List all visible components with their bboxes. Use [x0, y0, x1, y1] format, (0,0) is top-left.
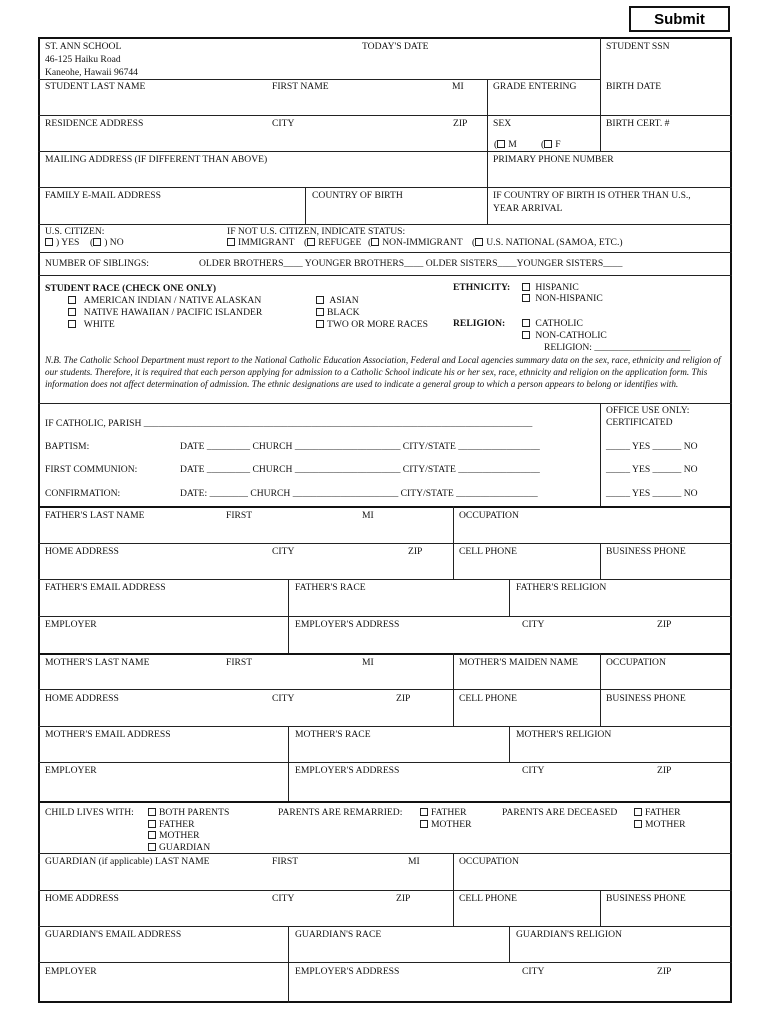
divider	[38, 252, 732, 253]
checkbox-icon[interactable]	[68, 296, 76, 304]
divider	[453, 653, 454, 726]
student-first-name-label: FIRST NAME	[272, 81, 329, 92]
father-religion-label: FATHER'S RELIGION	[516, 582, 607, 593]
checkbox-icon[interactable]	[45, 238, 53, 246]
deceased-label: PARENTS ARE DECEASED	[502, 807, 618, 818]
mother-employer-zip-label: ZIP	[657, 765, 672, 776]
school-address-line2: Kaneohe, Hawaii 96744	[45, 67, 138, 78]
checkbox-icon[interactable]	[420, 820, 428, 828]
non-immigrant-option[interactable]: ( NON-IMMIGRANT	[368, 237, 463, 248]
birth-cert-label: BIRTH CERT. #	[606, 118, 670, 129]
lives-guardian[interactable]: GUARDIAN	[148, 842, 210, 853]
mother-zip-label: ZIP	[396, 693, 411, 704]
mother-email-label: MOTHER'S EMAIL ADDRESS	[45, 729, 171, 740]
sex-female-option[interactable]: ( F	[541, 139, 561, 150]
divider	[38, 890, 732, 891]
guardian-employer-label: EMPLOYER	[45, 966, 97, 977]
divider	[600, 653, 601, 726]
parish-field[interactable]: IF CATHOLIC, PARISH _________________________________________________________________________________	[45, 418, 533, 429]
divider	[38, 187, 732, 188]
race-native-hawaiian[interactable]: NATIVE HAWAIIAN / PACIFIC ISLANDER	[68, 307, 262, 318]
checkbox-icon[interactable]	[148, 843, 156, 851]
divider	[487, 187, 488, 224]
guardian-home-address-label: HOME ADDRESS	[45, 893, 119, 904]
checkbox-icon[interactable]	[522, 283, 530, 291]
religion-label: RELIGION:	[453, 318, 506, 329]
guardian-city-label: CITY	[272, 893, 295, 904]
race-two-or-more[interactable]: TWO OR MORE RACES	[316, 319, 428, 330]
year-arrival-label: YEAR ARRIVAL	[493, 203, 563, 214]
divider	[38, 115, 732, 116]
divider	[38, 616, 732, 617]
guardian-occupation-label: OCCUPATION	[459, 856, 519, 867]
checkbox-icon[interactable]	[544, 140, 552, 148]
grade-entering-label: GRADE ENTERING	[493, 81, 577, 92]
mother-home-address-label: HOME ADDRESS	[45, 693, 119, 704]
race-asian[interactable]: ASIAN	[316, 295, 359, 306]
siblings-label: NUMBER OF SIBLINGS:	[45, 258, 149, 269]
guardian-last-name-label: GUARDIAN (if applicable) LAST NAME	[45, 856, 210, 867]
immigrant-option[interactable]: IMMIGRANT	[227, 237, 295, 248]
child-lives-with-label: CHILD LIVES WITH:	[45, 807, 134, 818]
guardian-race-label: GUARDIAN'S RACE	[295, 929, 382, 940]
father-cell-label: CELL PHONE	[459, 546, 518, 557]
divider	[509, 579, 510, 616]
checkbox-icon[interactable]	[634, 820, 642, 828]
mother-last-name-label: MOTHER'S LAST NAME	[45, 657, 150, 668]
student-last-name-label: STUDENT LAST NAME	[45, 81, 146, 92]
deceased-father[interactable]: FATHER	[634, 807, 681, 818]
checkbox-icon[interactable]	[522, 331, 530, 339]
father-email-label: FATHER'S EMAIL ADDRESS	[45, 582, 166, 593]
student-mi-label: MI	[452, 81, 464, 92]
checkbox-icon[interactable]	[420, 808, 428, 816]
father-employer-address-label: EMPLOYER'S ADDRESS	[295, 619, 400, 630]
first-communion-label: FIRST COMMUNION:	[45, 464, 138, 475]
lives-both-parents[interactable]: BOTH PARENTS	[148, 807, 229, 818]
if-country-label: IF COUNTRY OF BIRTH IS OTHER THAN U.S.,	[493, 190, 691, 201]
guardian-email-label: GUARDIAN'S EMAIL ADDRESS	[45, 929, 182, 940]
divider	[453, 506, 454, 579]
race-white[interactable]: WHITE	[68, 319, 115, 330]
school-name: ST. ANN SCHOOL	[45, 41, 122, 52]
checkbox-icon[interactable]	[148, 820, 156, 828]
religion-catholic[interactable]: CATHOLIC	[522, 318, 583, 329]
divider	[38, 151, 732, 152]
checkbox-icon[interactable]	[475, 238, 483, 246]
father-zip-label: ZIP	[408, 546, 423, 557]
guardian-mi-label: MI	[408, 856, 420, 867]
citizen-yes-option[interactable]: ) YES	[45, 237, 79, 248]
religion-non-catholic[interactable]: NON-CATHOLIC	[522, 330, 607, 341]
father-last-name-label: FATHER'S LAST NAME	[45, 510, 145, 521]
checkbox-icon[interactable]	[316, 308, 324, 316]
mother-religion-label: MOTHER'S RELIGION	[516, 729, 612, 740]
father-business-phone-label: BUSINESS PHONE	[606, 546, 686, 557]
race-heading: STUDENT RACE (CHECK ONE ONLY)	[45, 283, 217, 294]
lives-mother[interactable]: MOTHER	[148, 830, 200, 841]
remarried-father[interactable]: FATHER	[420, 807, 467, 818]
baptism-yes-no[interactable]: _____ YES ______ NO	[606, 441, 698, 452]
confirmation-yes-no[interactable]: _____ YES ______ NO	[606, 488, 698, 499]
divider	[600, 37, 601, 115]
divider	[288, 726, 289, 801]
first-communion-yes-no[interactable]: _____ YES ______ NO	[606, 464, 698, 475]
siblings-detail: OLDER BROTHERS____ YOUNGER BROTHERS____ OLDER SISTERS____YOUNGER SISTERS____	[199, 258, 623, 269]
divider	[38, 962, 732, 963]
mother-first-label: FIRST	[226, 657, 253, 668]
sex-label: SEX	[493, 118, 512, 129]
checkbox-icon[interactable]	[93, 238, 101, 246]
guardian-employer-zip-label: ZIP	[657, 966, 672, 977]
divider	[600, 543, 601, 579]
divider	[38, 579, 732, 580]
mother-employer-label: EMPLOYER	[45, 765, 97, 776]
checkbox-icon[interactable]	[148, 808, 156, 816]
father-race-label: FATHER'S RACE	[295, 582, 366, 593]
father-employer-zip-label: ZIP	[657, 619, 672, 630]
divider	[600, 403, 601, 506]
divider	[38, 403, 732, 404]
checkbox-icon[interactable]	[68, 308, 76, 316]
divider	[509, 926, 510, 962]
birth-date-label: BIRTH DATE	[606, 81, 662, 92]
student-ssn-label: STUDENT SSN	[606, 41, 670, 52]
divider	[38, 653, 732, 655]
divider	[38, 726, 732, 727]
confirmation-details[interactable]: DATE: ________ CHURCH ______________________ CITY/STATE _________________	[180, 488, 538, 499]
baptism-details[interactable]: DATE _________ CHURCH ______________________ CITY/STATE _________________	[180, 441, 540, 452]
lives-father[interactable]: FATHER	[148, 819, 195, 830]
divider	[487, 79, 488, 187]
checkbox-icon[interactable]	[522, 319, 530, 327]
divider	[600, 890, 601, 926]
father-mi-label: MI	[362, 510, 374, 521]
divider	[305, 187, 306, 224]
confirmation-label: CONFIRMATION:	[45, 488, 121, 499]
father-occupation-label: OCCUPATION	[459, 510, 519, 521]
office-use-label: OFFICE USE ONLY:	[606, 405, 690, 416]
certificated-label: CERTIFICATED	[606, 417, 673, 428]
race-black[interactable]: BLACK	[316, 307, 360, 318]
mother-employer-city-label: CITY	[522, 765, 545, 776]
divider	[38, 689, 732, 690]
divider	[38, 275, 732, 276]
mother-business-phone-label: BUSINESS PHONE	[606, 693, 686, 704]
baptism-label: BAPTISM:	[45, 441, 90, 452]
mother-employer-address-label: EMPLOYER'S ADDRESS	[295, 765, 400, 776]
checkbox-icon[interactable]	[227, 238, 235, 246]
father-employer-city-label: CITY	[522, 619, 545, 630]
sex-male-option[interactable]: ( M	[494, 139, 517, 150]
checkbox-icon[interactable]	[148, 831, 156, 839]
guardian-cell-label: CELL PHONE	[459, 893, 518, 904]
father-city-label: CITY	[272, 546, 295, 557]
us-national-option[interactable]: ( U.S. NATIONAL (SAMOA, ETC.)	[472, 237, 623, 248]
mother-occupation-label: OCCUPATION	[606, 657, 666, 668]
divider	[600, 115, 601, 151]
divider	[288, 926, 289, 1003]
father-employer-label: EMPLOYER	[45, 619, 97, 630]
residence-city-label: CITY	[272, 118, 295, 129]
mother-race-label: MOTHER'S RACE	[295, 729, 371, 740]
guardian-business-phone-label: BUSINESS PHONE	[606, 893, 686, 904]
divider	[38, 762, 732, 763]
submit-button[interactable]: Submit	[629, 6, 730, 32]
todays-date-label: TODAY'S DATE	[362, 41, 429, 52]
refugee-option[interactable]: ( REFUGEE	[304, 237, 362, 248]
remarried-label: PARENTS ARE REMARRIED:	[278, 807, 403, 818]
data-notice: N.B. The Catholic School Department must report to the National Catholic Education Association, Federal and Local agencies summary data on the sex, race, ethnicity and religion of our students. Therefore, it is required that each person applying for admission to a Catholic School indicate his or her sex, race, ethnicity and religion on the application form. This information does not affect determination of admission. The ethnic designations are used to indicate a general group to which a person appears to belong or identifies with.	[45, 355, 721, 389]
mailing-address-label: MAILING ADDRESS (IF DIFFERENT THAN ABOVE)	[45, 154, 268, 165]
citizen-no-option[interactable]: ( ) NO	[90, 237, 124, 248]
divider	[38, 506, 732, 508]
race-american-indian[interactable]: AMERICAN INDIAN / NATIVE ALASKAN	[68, 295, 261, 306]
mother-city-label: CITY	[272, 693, 295, 704]
guardian-first-label: FIRST	[272, 856, 299, 867]
country-of-birth-label: COUNTRY OF BIRTH	[312, 190, 403, 201]
guardian-religion-label: GUARDIAN'S RELIGION	[516, 929, 622, 940]
guardian-employer-city-label: CITY	[522, 966, 545, 977]
guardian-employer-address-label: EMPLOYER'S ADDRESS	[295, 966, 400, 977]
mother-cell-label: CELL PHONE	[459, 693, 518, 704]
divider	[38, 543, 732, 544]
checkbox-icon[interactable]	[522, 294, 530, 302]
checkbox-icon[interactable]	[307, 238, 315, 246]
residence-address-label: RESIDENCE ADDRESS	[45, 118, 144, 129]
deceased-mother[interactable]: MOTHER	[634, 819, 686, 830]
checkbox-icon[interactable]	[316, 296, 324, 304]
citizen-status-label: IF NOT U.S. CITIZEN, INDICATE STATUS:	[227, 226, 406, 237]
divider	[38, 79, 601, 80]
divider	[38, 224, 732, 225]
checkbox-icon[interactable]	[497, 140, 505, 148]
checkbox-icon[interactable]	[68, 320, 76, 328]
divider	[509, 726, 510, 762]
divider	[453, 853, 454, 926]
mother-mi-label: MI	[362, 657, 374, 668]
divider	[38, 853, 732, 854]
residence-zip-label: ZIP	[453, 118, 468, 129]
father-home-address-label: HOME ADDRESS	[45, 546, 119, 557]
first-communion-details[interactable]: DATE _________ CHURCH ______________________ CITY/STATE _________________	[180, 464, 540, 475]
ethnicity-label: ETHNICITY:	[453, 282, 511, 293]
school-address-line1: 46-125 Haiku Road	[45, 54, 121, 65]
father-first-label: FIRST	[226, 510, 253, 521]
primary-phone-label: PRIMARY PHONE NUMBER	[493, 154, 614, 165]
divider	[38, 926, 732, 927]
checkbox-icon[interactable]	[316, 320, 324, 328]
divider	[38, 801, 732, 803]
religion-other-field[interactable]: RELIGION: ____________________	[544, 342, 691, 353]
ethnicity-non-hispanic[interactable]: NON-HISPANIC	[522, 293, 603, 304]
guardian-zip-label: ZIP	[396, 893, 411, 904]
checkbox-icon[interactable]	[634, 808, 642, 816]
us-citizen-label: U.S. CITIZEN:	[45, 226, 105, 237]
family-email-label: FAMILY E-MAIL ADDRESS	[45, 190, 161, 201]
divider	[288, 579, 289, 653]
remarried-mother[interactable]: MOTHER	[420, 819, 472, 830]
ethnicity-hispanic[interactable]: HISPANIC	[522, 282, 579, 293]
mother-maiden-name-label: MOTHER'S MAIDEN NAME	[459, 657, 578, 668]
checkbox-icon[interactable]	[371, 238, 379, 246]
